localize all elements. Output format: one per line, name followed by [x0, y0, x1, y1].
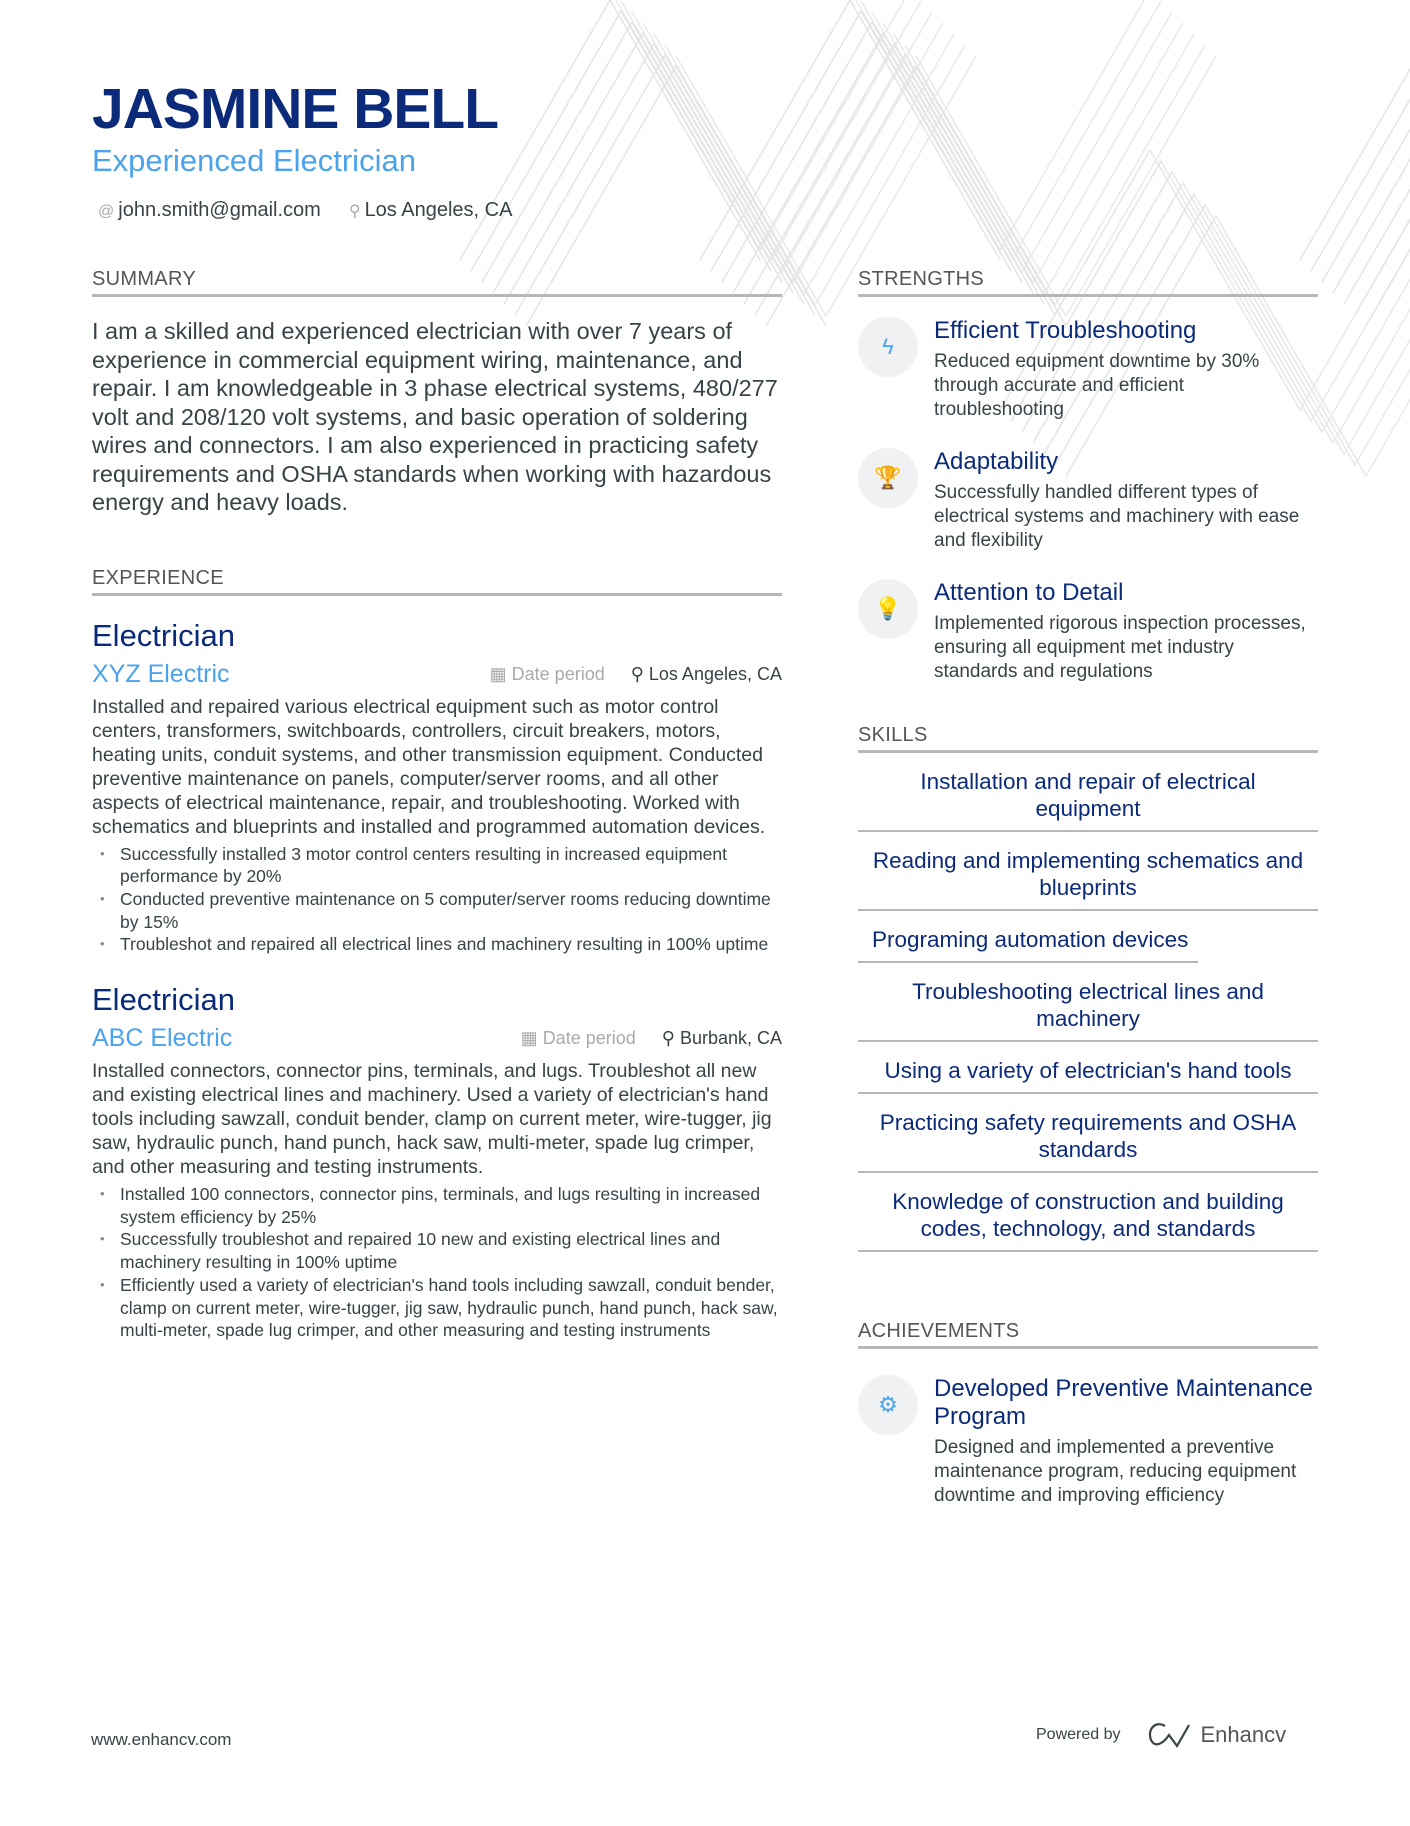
- strengths-text: Reduced equipment downtime by 30% through accurate and efficient troubleshooting: [934, 351, 1260, 420]
- achievements-title: Developed Preventive Maintenance Program: [934, 1375, 1313, 1430]
- company-name: ABC Electric: [92, 1024, 233, 1053]
- footer-brand: [1036, 1722, 1286, 1748]
- strengths-item: [858, 317, 1318, 422]
- bullet-item: • Conducted preventive maintenance on 5 computer/server rooms reducing downtime by 15%: [92, 888, 782, 933]
- achievements-heading: ACHIEVEMENTS: [858, 1320, 1318, 1349]
- skill-item: Troubleshooting electrical lines and machinery: [858, 963, 1318, 1042]
- skill-item: Reading and implementing schematics and blueprints: [858, 832, 1318, 911]
- experience-heading: EXPERIENCE: [92, 567, 782, 596]
- location: [349, 199, 513, 222]
- head-gear-icon: ⚙: [858, 1375, 918, 1435]
- bullet-item: • Efficiently used a variety of electrician's hand tools including sawzall, conduit bender, clamp on current meter, wire-tugger, jig saw, hydraulic punch, hand punch, hack saw, multi-meter, spade lug crimper, and other measuring and testing instruments: [92, 1274, 782, 1342]
- calendar-icon: ▦: [520, 1028, 543, 1049]
- bullet-item: • Installed 100 connectors, connector pins, terminals, and lugs resulting in increased system efficiency by 25%: [92, 1183, 782, 1228]
- job-description: Installed and repaired various electrical equipment such as motor control centers, transformers, switchboards, controllers, circuit breakers, motors, heating units, conduit systems, and other transmission equipment. Conducted preventive maintenance on panels, computer/server rooms, and all other aspects of electrical maintenance, repair, and troubleshooting. Worked with schematics and blueprints and installed and programmed automation devices.: [92, 695, 766, 838]
- achievements-item: [858, 1375, 1318, 1508]
- skill-item: Practicing safety requirements and OSHA standards: [858, 1094, 1318, 1173]
- strengths-title: Attention to Detail: [934, 579, 1124, 606]
- powered-by-label: Powered by: [1036, 1726, 1121, 1743]
- right-column: [858, 268, 1318, 1508]
- trophy-icon: 🏆: [858, 448, 918, 508]
- job-description: Installed connectors, connector pins, terminals, and lugs. Troubleshot all new and existing electrical lines and machinery. Used a variety of electrician's hand tools including sawzall, conduit bender, clamp on current meter, wire-tugger, jig saw, hydraulic punch, hand punch, hack saw, multi-meter, spade lug crimper, and other measuring and testing instruments.: [92, 1060, 772, 1179]
- strengths-heading: STRENGTHS: [858, 268, 1318, 297]
- achievements-text: Designed and implemented a preventive maintenance program, reducing equipment downtime and improving efficiency: [934, 1437, 1297, 1506]
- date-text: Date period: [511, 663, 605, 684]
- location-pin-icon: ⚲: [630, 663, 649, 684]
- contact-info: [98, 199, 512, 222]
- job-location-text: Burbank, CA: [679, 1028, 782, 1049]
- job-bullets: [92, 1183, 782, 1342]
- candidate-title: Experienced Electrician: [92, 143, 416, 178]
- date-text: Date period: [542, 1028, 636, 1049]
- strengths-text: Implemented rigorous inspection processes, ensuring all equipment met industry standards and regulations: [934, 613, 1306, 682]
- company-name: XYZ Electric: [92, 659, 230, 688]
- skill-item: Installation and repair of electrical equipment: [858, 753, 1318, 832]
- job-location: [631, 664, 782, 685]
- bullet-item: • Successfully troubleshot and repaired 10 new and existing electrical lines and machinery resulting in 100% uptime: [92, 1228, 782, 1273]
- summary-text: I am a skilled and experienced electrician with over 7 years of experience in commercial equipment wiring, maintenance, and repair. I am knowledgeable in 3 phase electrical systems, 480/277 volt and 208/120 volt systems, and basic operation of soldering wires and connectors. I am also experienced in practicing safety requirements and OSHA standards when working with hazardous energy and heavy loads.: [92, 318, 778, 515]
- email[interactable]: [98, 199, 321, 222]
- job-entry: [92, 982, 782, 1342]
- calendar-icon: ▦: [489, 663, 512, 684]
- summary-heading: SUMMARY: [92, 268, 782, 297]
- footer-website[interactable]: www.enhancv.com: [91, 1730, 232, 1749]
- skill-item: Programing automation devices: [858, 911, 1198, 963]
- skill-item: Knowledge of construction and building codes, technology, and standards: [858, 1173, 1318, 1252]
- bullet-item: • Troubleshot and repaired all electrical lines and machinery resulting in 100% uptime: [92, 933, 782, 956]
- date-period: [521, 1028, 636, 1049]
- email-text: john.smith@gmail.com: [118, 199, 321, 221]
- date-period: [490, 664, 605, 685]
- skill-item: Using a variety of electrician's hand tools: [858, 1042, 1318, 1094]
- at-icon: @: [98, 203, 115, 220]
- job-role: Electrician: [92, 982, 235, 1018]
- lightbulb-icon: 💡: [858, 579, 918, 639]
- candidate-name: JASMINE BELL: [92, 77, 499, 141]
- location-text: Los Angeles, CA: [364, 199, 513, 221]
- job-entry: [92, 618, 782, 957]
- strengths-title: Adaptability: [934, 448, 1059, 475]
- strengths-item: [858, 448, 1318, 553]
- left-column: [92, 268, 782, 1342]
- strengths-text: Successfully handled different types of electrical systems and machinery with ease and flexibility: [934, 482, 1300, 551]
- location-pin-icon: ⚲: [348, 203, 361, 220]
- location-pin-icon: ⚲: [661, 1028, 680, 1049]
- enhancv-logo-icon: [1147, 1722, 1193, 1748]
- job-role: Electrician: [92, 617, 235, 653]
- skills-heading: SKILLS: [858, 724, 1318, 753]
- job-location-text: Los Angeles, CA: [648, 663, 782, 684]
- strengths-item: [858, 579, 1318, 684]
- job-bullets: [92, 843, 782, 957]
- job-location: [662, 1028, 782, 1049]
- brand-name: Enhancv: [1200, 1722, 1287, 1747]
- bullet-item: • Successfully installed 3 motor control centers resulting in increased equipment performance by 20%: [92, 843, 782, 888]
- strengths-title: Efficient Troubleshooting: [934, 317, 1197, 344]
- bolt-icon: ϟ: [858, 317, 918, 377]
